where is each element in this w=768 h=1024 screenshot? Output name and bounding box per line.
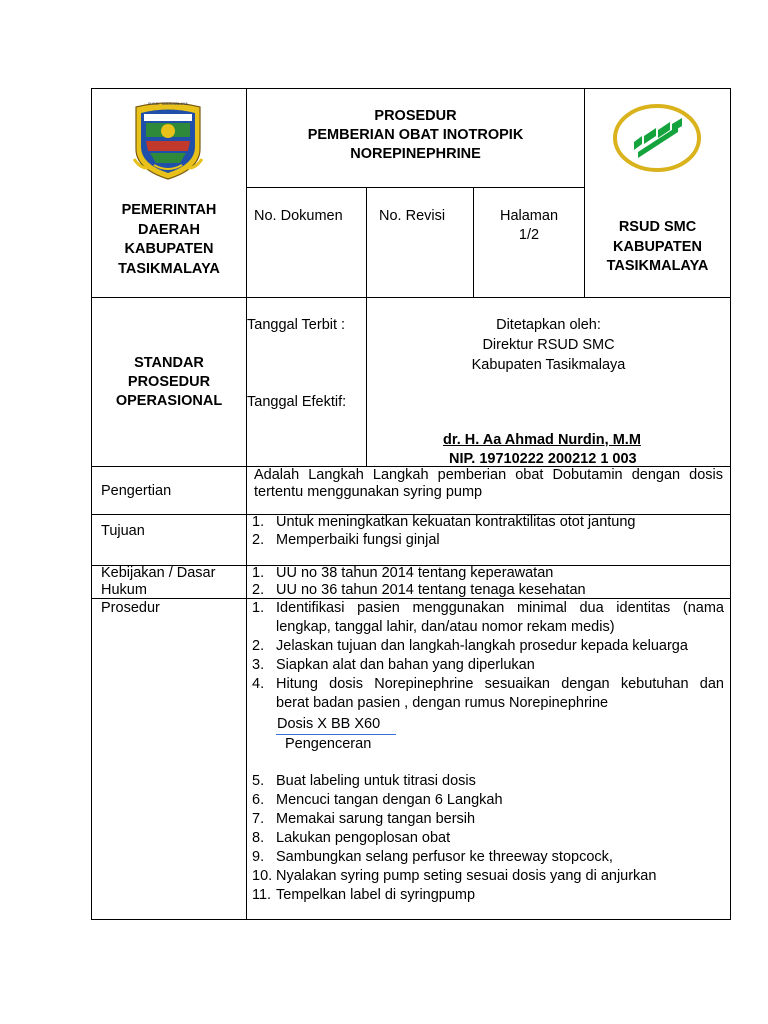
issue-date-label: Tanggal Terbit : <box>247 317 346 333</box>
sop-label-line-3: OPERASIONAL <box>115 393 223 409</box>
list-item <box>252 829 724 848</box>
list-item-number: 1. <box>252 600 265 616</box>
list-item-number: 5. <box>252 773 265 789</box>
list-item-text: Buat labeling untuk titrasi dosis <box>276 773 476 789</box>
list-item <box>252 886 724 905</box>
list-item-number: 2. <box>252 582 265 598</box>
list-item-number: 7. <box>252 811 265 827</box>
list-item <box>252 582 586 599</box>
sop-label-line-2: PROSEDUR <box>127 374 211 390</box>
list-item-text: UU no 38 tahun 2014 tentang keperawatan <box>276 565 554 581</box>
table-line-header-bottom <box>91 297 731 298</box>
kebijakan-label-line-1: Kebijakan / Dasar <box>101 565 216 581</box>
list-item <box>252 599 724 637</box>
kebijakan-label <box>101 565 215 599</box>
prosedur-list-continued <box>252 772 724 905</box>
pengertian-line-2: tertentu menggunakan syring pump <box>254 484 483 500</box>
list-item <box>252 565 586 582</box>
list-item-line: Jelaskan tujuan dan langkah-langkah prosedur kepada keluarga <box>276 638 688 654</box>
table-line-title-bottom <box>246 187 585 188</box>
title-line-3: NOREPINEPHRINE <box>350 146 481 162</box>
effective-date-label: Tanggal Efektif: <box>247 394 347 410</box>
list-item <box>252 656 724 675</box>
approval-line-3: Kabupaten Tasikmalaya <box>471 357 626 373</box>
table-border-bottom <box>91 919 731 920</box>
org-left-name <box>92 201 246 279</box>
pengertian-line-1: Adalah Langkah Langkah pemberian obat Dobutamin dengan dosis <box>254 467 723 483</box>
page-label: Halaman <box>499 208 559 224</box>
title-line-1: PROSEDUR <box>374 108 457 124</box>
org-left-line-2: DAERAH <box>137 221 201 238</box>
formula-numerator: Dosis X BB X60 <box>277 716 381 732</box>
org-right-line-3: TASIKMALAYA <box>606 258 709 274</box>
org-left-line-4: TASIKMALAYA <box>118 260 220 277</box>
prosedur-list <box>252 599 724 713</box>
pengertian-label: Pengertian <box>101 483 172 499</box>
list-item-text: Mencuci tangan dengan 6 Langkah <box>276 792 503 808</box>
revision-label: No. Revisi <box>379 208 446 224</box>
list-item-number: 9. <box>252 849 265 865</box>
crest-caption: R.S.D. TASIKMALAYA <box>148 101 188 106</box>
org-left-line-3: KABUPATEN <box>124 241 214 257</box>
list-item-number: 6. <box>252 792 265 808</box>
list-item-number: 2. <box>252 532 265 548</box>
kebijakan-list <box>252 565 586 599</box>
pemda-crest-logo <box>132 101 204 181</box>
list-item-text: Nyalakan syring pump seting sesuai dosis yang di anjurkan <box>276 868 657 884</box>
table-border-top <box>91 88 731 89</box>
list-item-line: lengkap, tanggal lahir, dan/atau nomor rekam medis) <box>276 619 615 635</box>
list-item-line: berat badan pasien , dengan rumus Norepinephrine <box>276 695 609 711</box>
approval-line-2: Direktur RSUD SMC <box>482 337 615 353</box>
title-line-2: PEMBERIAN OBAT INOTROPIK <box>307 127 524 143</box>
list-item <box>252 513 636 531</box>
table-border-right <box>730 88 731 920</box>
doc-number-label: No. Dokumen <box>254 208 343 224</box>
list-item-number: 8. <box>252 830 265 846</box>
list-item-text: Tempelkan label di syringpump <box>276 887 476 903</box>
list-item-number: 2. <box>252 638 265 654</box>
list-item <box>252 791 724 810</box>
list-item-line: Siapkan alat dan bahan yang diperlukan <box>276 657 535 673</box>
tujuan-list <box>252 513 636 549</box>
org-left-line-1: PEMERINTAH <box>121 202 217 218</box>
list-item <box>252 810 724 829</box>
list-item-number: 11. <box>252 887 272 903</box>
list-item-text: Memakai sarung tangan bersih <box>276 811 476 827</box>
list-item-line: Identifikasi pasien menggunakan minimal dua identitas (nama <box>276 600 724 616</box>
list-item-text: Lakukan pengoplosan obat <box>276 830 451 846</box>
list-item <box>252 848 724 867</box>
list-item-text: Sambungkan selang perfusor ke threeway stopcock, <box>276 849 613 865</box>
list-item-text: UU no 36 tahun 2014 tentang tenaga kesehatan <box>276 582 586 598</box>
list-item-number: 1. <box>252 565 265 581</box>
kebijakan-label-line-2: Hukum <box>101 582 147 598</box>
org-right-name <box>585 218 730 277</box>
list-item-number: 3. <box>252 657 265 673</box>
tujuan-label: Tujuan <box>101 523 145 539</box>
list-item <box>252 637 724 656</box>
sop-label-line-1: STANDAR <box>134 355 204 371</box>
list-item <box>252 772 724 791</box>
document-title <box>247 107 584 164</box>
list-item-text: Memperbaiki fungsi ginjal <box>276 532 440 548</box>
pengertian-text <box>254 467 723 501</box>
sop-label <box>92 354 246 411</box>
formula-denominator: Pengenceran <box>285 736 372 752</box>
page-value: 1/2 <box>518 227 540 243</box>
list-item-number: 10. <box>252 868 273 884</box>
list-item <box>252 675 724 713</box>
list-item-line: Hitung dosis Norepinephrine sesuaikan dengan kebutuhan dan <box>276 676 724 692</box>
table-line-label-col <box>246 88 247 920</box>
list-item-number: 4. <box>252 676 265 692</box>
prosedur-label: Prosedur <box>101 600 160 616</box>
approval-block <box>367 315 730 375</box>
list-item-text: Untuk meningkatkan kekuatan kontraktilitas otot jantung <box>276 514 636 530</box>
list-item-number: 1. <box>252 514 265 530</box>
approval-line-1: Ditetapkan oleh: <box>496 317 601 333</box>
org-right-line-2: KABUPATEN <box>613 238 702 255</box>
signer-nip: NIP. 19710222 200212 1 003 <box>449 451 637 467</box>
signer-name: dr. H. Aa Ahmad Nurdin, M.M <box>443 432 641 448</box>
list-item <box>252 867 724 886</box>
list-item <box>252 531 636 549</box>
rsud-smc-logo <box>612 102 702 174</box>
org-right-line-1: RSUD SMC <box>618 219 697 235</box>
